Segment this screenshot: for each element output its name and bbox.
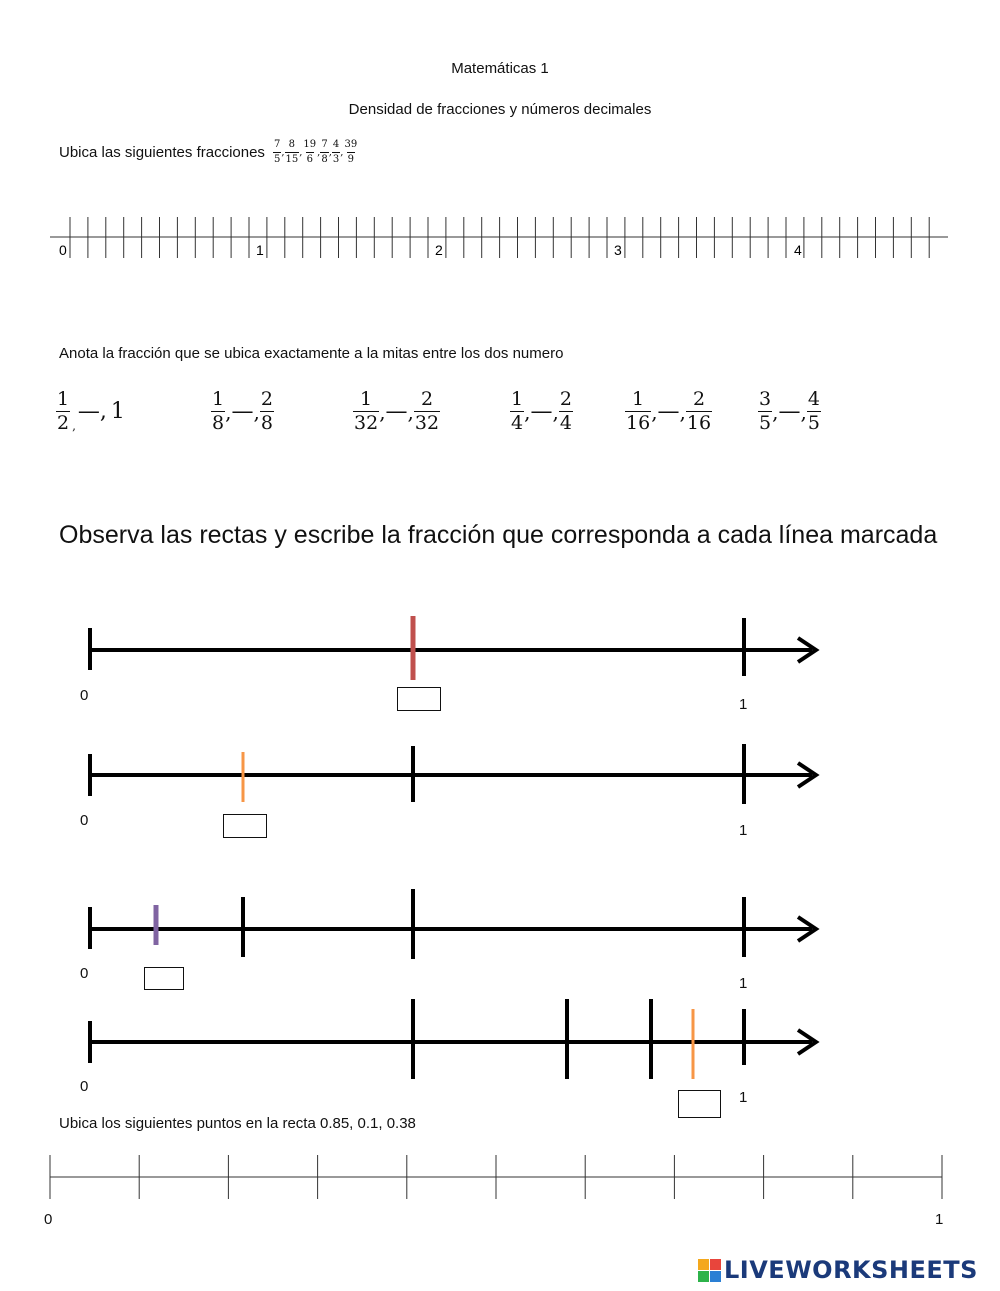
midpoint-item-5: $\frac{1}{16}$ , — , $\frac{2}{16}$ <box>626 388 712 434</box>
section4-prompt: Ubica los siguientes puntos en la recta 0.85, 0.1, 0.38 <box>59 1115 416 1132</box>
midpoint-exercises <box>56 390 848 433</box>
number-line-label-1: 1 <box>256 242 264 258</box>
logo-squares-icon <box>698 1259 721 1282</box>
answer-box-2[interactable] <box>223 814 267 838</box>
number-line-label-4: 4 <box>794 242 802 258</box>
number-line-label-2: 2 <box>435 242 443 258</box>
decimal-line-end-label: 1 <box>935 1211 944 1228</box>
line3-start-label: 0 <box>80 965 89 982</box>
decimal-line-start-label: 0 <box>44 1211 53 1228</box>
liveworksheets-logo <box>698 1256 978 1284</box>
fraction: $\frac{7}{5}$ <box>273 139 281 165</box>
fraction: $\frac{7}{8}$ <box>321 139 328 165</box>
line3-end-label: 1 <box>739 975 748 992</box>
decimal-number-line <box>0 1150 1000 1210</box>
line4-start-label: 0 <box>80 1078 89 1095</box>
line2-end-label: 1 <box>739 822 748 839</box>
page-subtitle: Densidad de fracciones y números decimales <box>348 101 652 118</box>
section1-fraction-list: $\frac{7}{5}$ , $\frac{8}{15}$ , $\frac{19}{6}$ , $\frac{7}{8}$ , $\frac{4}{3}$ , $\frac{39}{9}$ <box>273 139 358 165</box>
midpoint-item-6: $\frac{3}{5}$ , — , $\frac{4}{5}$ <box>759 388 820 434</box>
number-line-label-3: 3 <box>614 242 622 258</box>
marked-line-1 <box>60 612 840 687</box>
midpoint-item-2: $\frac{1}{8}$ , — , $\frac{2}{8}$ <box>212 388 273 434</box>
section2-prompt: Anota la fracción que se ubica exactamente a la mitas entre los dos numero <box>59 345 564 362</box>
marked-line-2 <box>60 740 840 810</box>
midpoint-item-4: $\frac{1}{4}$ , — , $\frac{2}{4}$ <box>511 388 572 434</box>
section3-prompt: Observa las rectas y escribe la fracción que corresponda a cada línea marcada <box>59 521 938 549</box>
line1-end-label: 1 <box>739 696 748 713</box>
answer-box-3[interactable] <box>144 967 184 990</box>
fraction-number-line <box>0 205 1000 275</box>
marked-line-3 <box>60 885 840 965</box>
marked-line-4 <box>60 995 840 1085</box>
section1-prompt: Ubica las siguientes fracciones <box>59 144 265 161</box>
answer-box-4[interactable] <box>678 1090 721 1118</box>
answer-box-1[interactable] <box>397 687 441 711</box>
fraction: $\frac{19}{6}$ <box>303 139 317 165</box>
line4-end-label: 1 <box>739 1089 748 1106</box>
fraction: $\frac{4}{3}$ <box>332 139 340 165</box>
line2-start-label: 0 <box>80 812 89 829</box>
midpoint-item-1: $\frac{1}{2}$ , — , 1 <box>57 388 125 434</box>
section1-prompt-row <box>59 140 358 165</box>
page-title: Matemáticas 1 <box>451 60 549 77</box>
fraction: $\frac{8}{15}$ <box>285 139 299 165</box>
midpoint-item-3: $\frac{1}{32}$ , — , $\frac{2}{32}$ <box>354 388 440 434</box>
line1-start-label: 0 <box>80 687 89 704</box>
number-line-label-0: 0 <box>59 242 67 258</box>
logo-text: LIVEWORKSHEETS <box>724 1256 978 1284</box>
fraction: $\frac{39}{9}$ <box>344 139 358 165</box>
